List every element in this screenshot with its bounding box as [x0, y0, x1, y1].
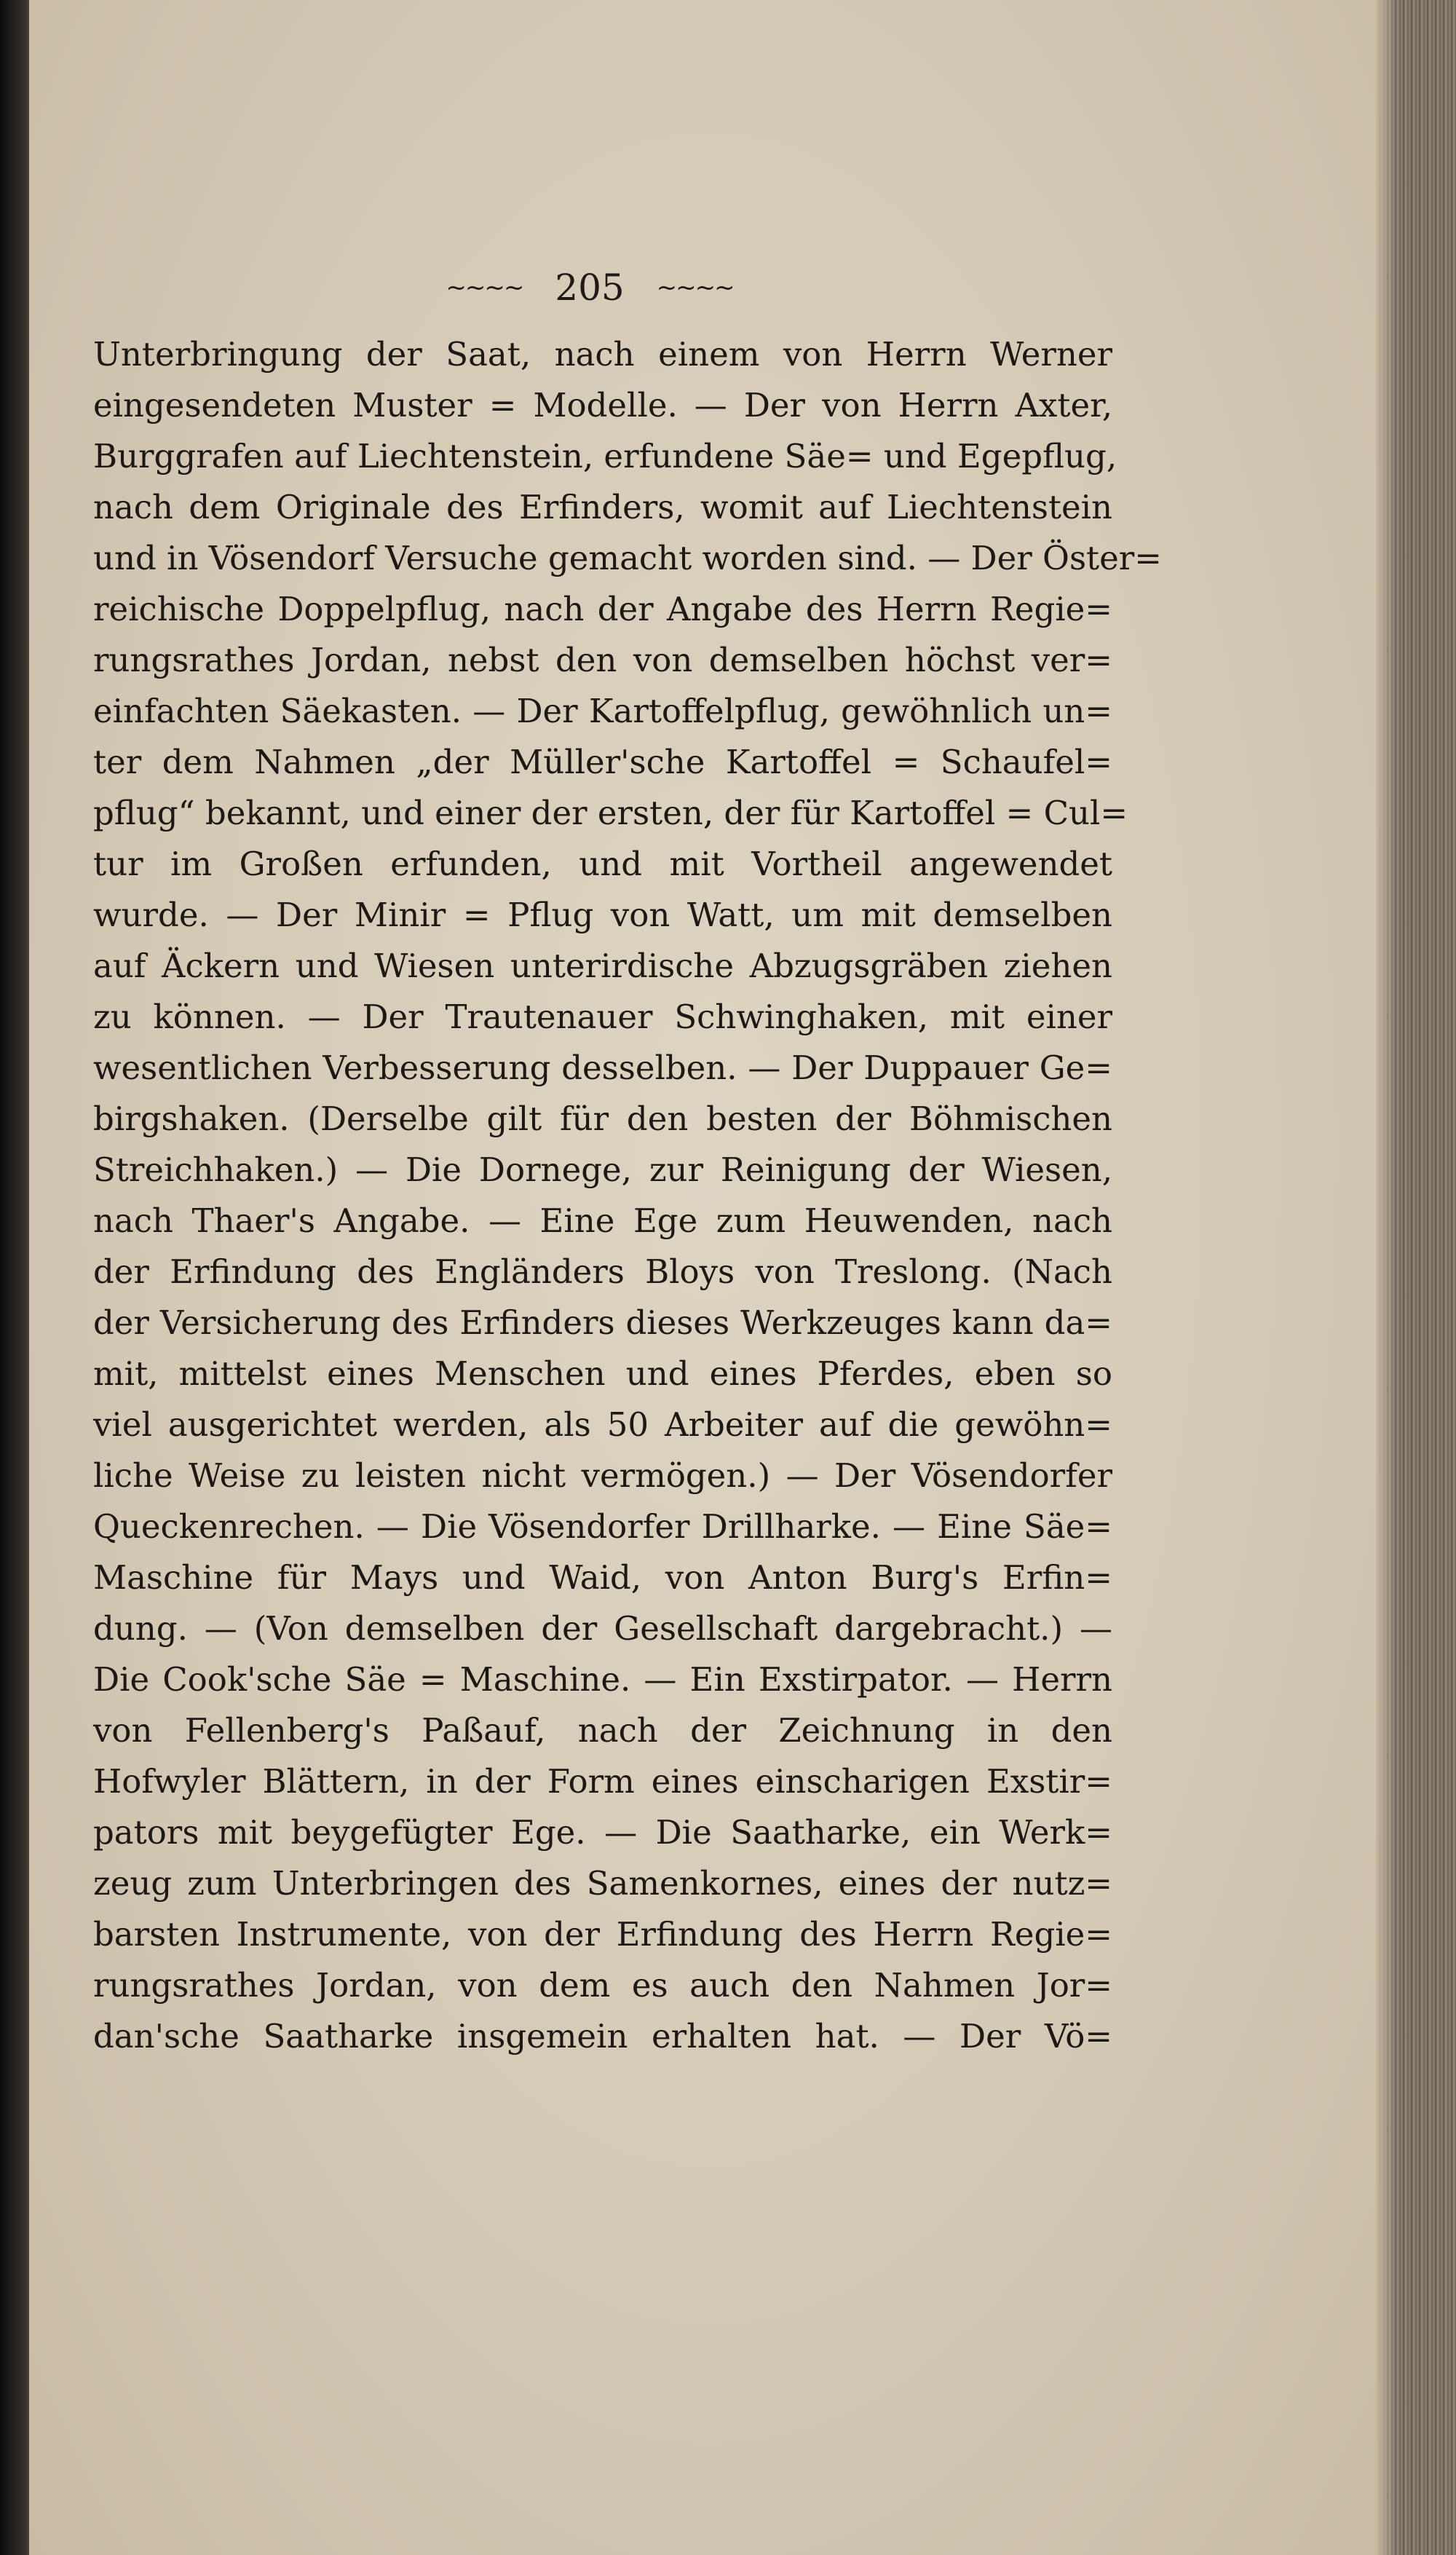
text-line: der Versicherung des Erfinders dieses Werkzeuges kann da= [93, 1303, 1112, 1342]
text-line: Unterbringung der Saat, nach einem von Herrn Werner [93, 335, 1112, 374]
text-line: Maschine für Mays und Waid, von Anton Burg's Erfin= [93, 1558, 1112, 1597]
text-line: Burggrafen auf Liechtenstein, erfundene Säe= und Egepflug, [93, 437, 1117, 475]
header-ornament-right: ~~~~ [656, 273, 734, 302]
text-line: und in Vösendorf Versuche gemacht worden sind. — Der Öster= [93, 539, 1162, 577]
text-line: birgshaken. (Derselbe gilt für den besten der Böhmischen [93, 1099, 1112, 1138]
text-line: barsten Instrumente, von der Erfindung des Herrn Regie= [93, 1915, 1112, 1954]
text-line: wurde. — Der Minir = Pflug von Watt, um mit demselben [93, 896, 1112, 934]
text-line: reichische Doppelpflug, nach der Angabe des Herrn Regie= [93, 590, 1112, 628]
text-line: zu können. — Der Trautenauer Schwinghaken, mit einer [93, 998, 1112, 1036]
text-line: tur im Großen erfunden, und mit Vortheil angewendet [93, 845, 1112, 883]
text-line: dung. — (Von demselben der Gesellschaft dargebracht.) — [93, 1609, 1112, 1648]
text-line: Die Cook'sche Säe = Maschine. — Ein Exstirpator. — Herrn [93, 1660, 1112, 1699]
text-line: nach Thaer's Angabe. — Eine Ege zum Heuwenden, nach [93, 1201, 1112, 1240]
text-line: wesentlichen Verbesserung desselben. — Der Duppauer Ge= [93, 1049, 1112, 1087]
text-line: nach dem Originale des Erfinders, womit auf Liechtenstein [93, 488, 1112, 526]
text-line: pflug“ bekannt, und einer der ersten, der für Kartoffel = Cul= [93, 794, 1128, 832]
body-text [93, 329, 1162, 2062]
text-line: eingesendeten Muster = Modelle. — Der von Herrn Axter, [93, 386, 1112, 424]
text-line: rungsrathes Jordan, nebst den von demselben höchst ver= [93, 641, 1112, 679]
text-line: rungsrathes Jordan, von dem es auch den Nahmen Jor= [93, 1966, 1112, 2005]
text-line: Hofwyler Blättern, in der Form eines einscharigen Exstir= [93, 1762, 1112, 1801]
text-line: zeug zum Unterbringen des Samenkornes, eines der nutz= [93, 1864, 1112, 1903]
text-line: der Erfindung des Engländers Bloys von Treslong. (Nach [93, 1252, 1112, 1291]
text-line: pators mit beygefügter Ege. — Die Saatharke, ein Werk= [93, 1813, 1112, 1852]
text-line: auf Äckern und Wiesen unterirdische Abzugsgräben ziehen [93, 947, 1112, 985]
header-ornament-left: ~~~~ [446, 273, 523, 302]
text-line: Queckenrechen. — Die Vösendorfer Drillharke. — Eine Säe= [93, 1507, 1112, 1546]
text-line: Streichhaken.) — Die Dornege, zur Reinigung der Wiesen, [93, 1150, 1112, 1189]
text-line: dan'sche Saatharke insgemein erhalten hat. — Der Vö= [93, 2017, 1112, 2056]
page-number: 205 [555, 266, 625, 309]
text-line: von Fellenberg's Paßauf, nach der Zeichnung in den [93, 1711, 1112, 1750]
running-header [408, 264, 772, 315]
text-line: mit, mittelst eines Menschen und eines Pferdes, eben so [93, 1354, 1112, 1393]
page-edge-stack [1376, 0, 1456, 2555]
text-line: einfachten Säekasten. — Der Kartoffelpflug, gewöhnlich un= [93, 692, 1112, 730]
text-line: liche Weise zu leisten nicht vermögen.) — Der Vösendorfer [93, 1456, 1112, 1495]
text-line: ter dem Nahmen „der Müller'sche Kartoffel = Schaufel= [93, 743, 1112, 781]
text-line: viel ausgerichtet werden, als 50 Arbeiter auf die gewöhn= [93, 1405, 1112, 1444]
